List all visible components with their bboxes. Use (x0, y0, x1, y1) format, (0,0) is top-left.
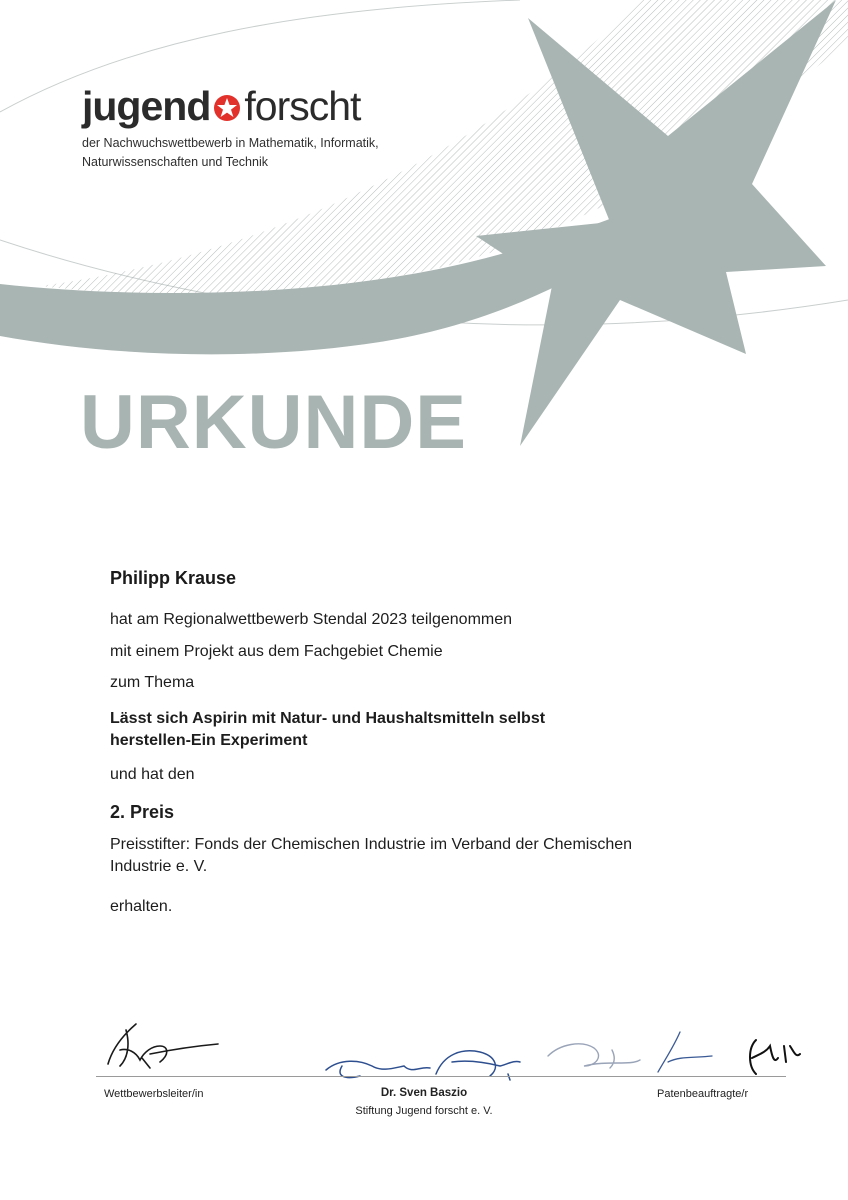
logo-tagline-line2: Naturwissenschaften und Technik (82, 155, 268, 169)
sponsor-line1: Preisstifter: Fonds der Chemischen Industrie im Verband der Chemischen (110, 836, 633, 853)
prize-label: 2. Preis (110, 802, 175, 822)
prize-intro: und hat den (110, 766, 195, 783)
prize-sponsor (110, 834, 710, 878)
jugend-forscht-logo (82, 84, 402, 172)
center-signatory-org: Stiftung Jugend forscht e. V. (355, 1105, 493, 1117)
competition-line: hat am Regionalwettbewerb Stendal 2023 teilgenommen (110, 611, 513, 628)
sponsor-line2: Industrie e. V. (110, 858, 208, 875)
signature-line (96, 1076, 786, 1077)
project-topic (110, 708, 710, 752)
recipient-name: Philipp Krause (110, 568, 237, 588)
logo-tagline-line1: der Nachwuchswettbewerb in Mathematik, Informatik, (82, 136, 379, 150)
logo-tagline (82, 134, 402, 172)
field-line: mit einem Projekt aus dem Fachgebiet Chemie (110, 643, 443, 660)
logo-word-jugend: jugend (82, 83, 211, 129)
topic-line2: herstellen-Ein Experiment (110, 732, 308, 749)
logo-word-forscht: forscht (244, 83, 361, 129)
left-signatory-caption: Wettbewerbsleiter/in (104, 1088, 204, 1100)
certificate-title: URKUNDE (80, 380, 467, 465)
center-signatory-name: Dr. Sven Baszio (380, 1087, 468, 1099)
logo-wordmark (82, 84, 402, 128)
topic-intro: zum Thema (110, 674, 195, 691)
red-star-logo-icon (213, 94, 241, 122)
closing-line: erhalten. (110, 898, 173, 915)
topic-line1: Lässt sich Aspirin mit Natur- und Haushaltsmitteln selbst (110, 710, 546, 727)
right-signatory-caption: Patenbeauftragte/r (657, 1088, 749, 1100)
